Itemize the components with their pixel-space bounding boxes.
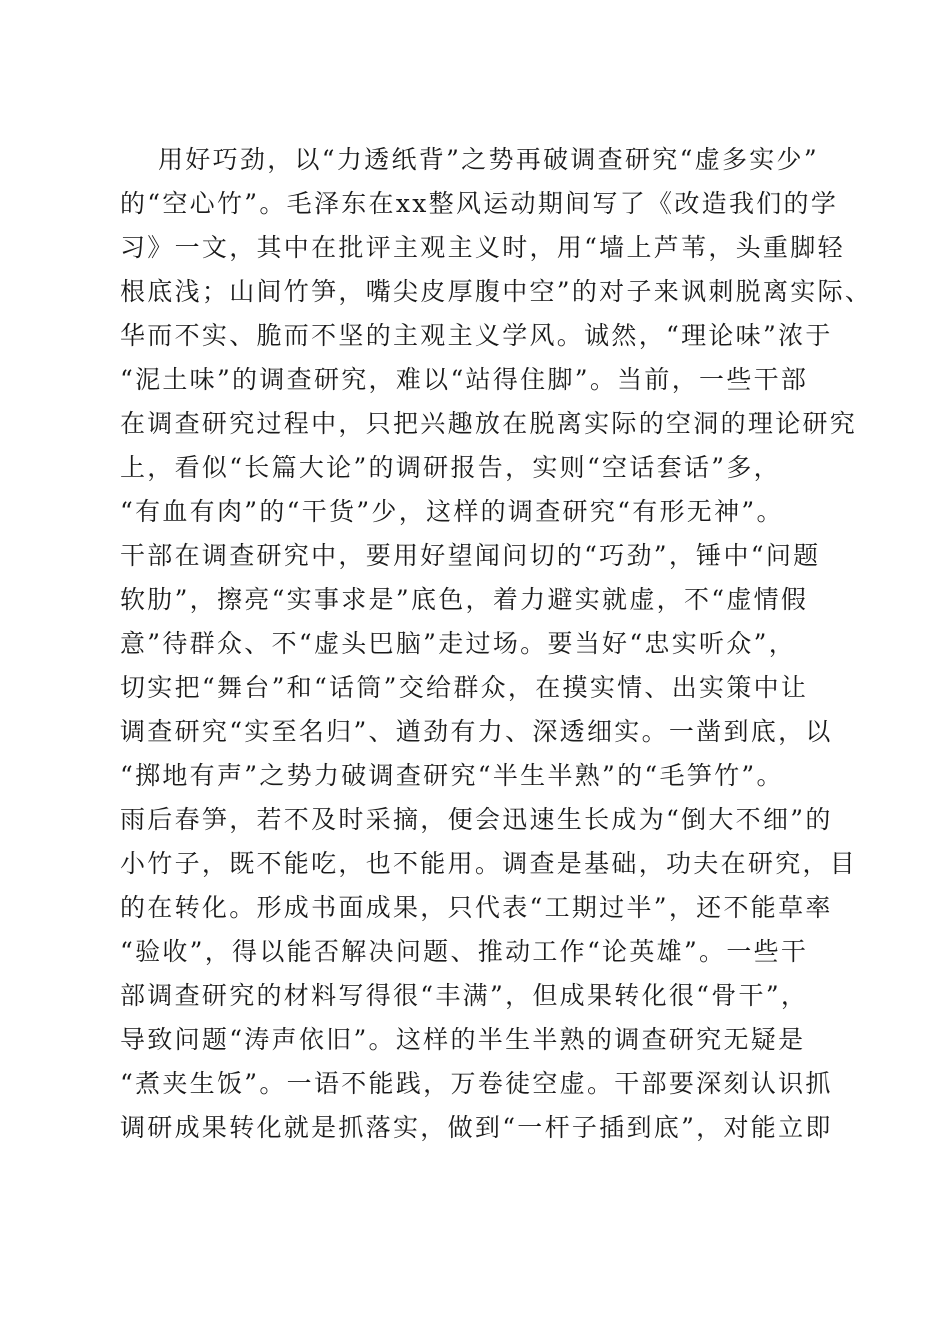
- text-line: 小竹子，既不能吃，也不能用。调查是基础，功夫在研究，目: [120, 849, 858, 878]
- text-line: “验收”，得以能否解决问题、推动工作“论英雄”。一些干: [120, 937, 809, 966]
- text-line: 上，看似“长篇大论”的调研报告，实则“空话套话”多，: [120, 453, 781, 482]
- text-line: 软肋”，擦亮“实事求是”底色，着力避实就虚，不“虚情假: [120, 585, 809, 614]
- body-paragraph: [120, 138, 873, 1150]
- text-line: 习》一文，其中在批评主观主义时，用“墙上芦苇，头重脚轻: [120, 233, 845, 262]
- text-line: 雨后春笋，若不及时采摘，便会迅速生长成为“倒大不细”的: [120, 805, 833, 834]
- text-line: 部调查研究的材料写得很“丰满”，但成果转化很“骨干”，: [120, 981, 809, 1010]
- text-line: 用好巧劲，以“力透纸背”之势再破调查研究“虚多实少”: [158, 145, 819, 174]
- text-line: 意”待群众、不“虚头巴脑”走过场。要当好“忠实听众”，: [120, 629, 797, 658]
- text-line: 干部在调查研究中，要用好望闻问切的“巧劲”，锤中“问题: [120, 541, 821, 570]
- text-line: 的在转化。形成书面成果，只代表“工期过半”，还不能草率: [120, 893, 833, 922]
- text-line: 在调查研究过程中，只把兴趣放在脱离实际的空洞的理论研究: [120, 409, 858, 438]
- text-line: “煮夹生饭”。一语不能践，万卷徒空虚。干部要深刻认识抓: [120, 1069, 833, 1098]
- text-line: 调查研究“实至名归”、遒劲有力、深透细实。一凿到底，以: [120, 717, 833, 746]
- text-line: 调研成果转化就是抓落实，做到“一杆子插到底”，对能立即: [120, 1113, 833, 1142]
- text-line: 的“空心竹”。毛泽东在xx整风运动期间写了《改造我们的学: [120, 189, 839, 218]
- text-line: 导致问题“涛声依旧”。这样的半生半熟的调查研究无疑是: [120, 1025, 806, 1054]
- text-line: “掷地有声”之势力破调查研究“半生半熟”的“毛笋竹”。: [120, 761, 784, 790]
- text-line: 根底浅；山间竹笋，嘴尖皮厚腹中空”的对子来讽刺脱离实际、: [120, 277, 873, 306]
- text-line: 华而不实、脆而不坚的主观主义学风。诚然，“理论味”浓于: [120, 321, 833, 350]
- text-line: 切实把“舞台”和“话筒”交给群众，在摸实情、出实策中让: [120, 673, 809, 702]
- text-line: “泥土味”的调查研究，难以“站得住脚”。当前，一些干部: [120, 365, 809, 394]
- text-line: “有血有肉”的“干货”少，这样的调查研究“有形无神”。: [120, 497, 784, 526]
